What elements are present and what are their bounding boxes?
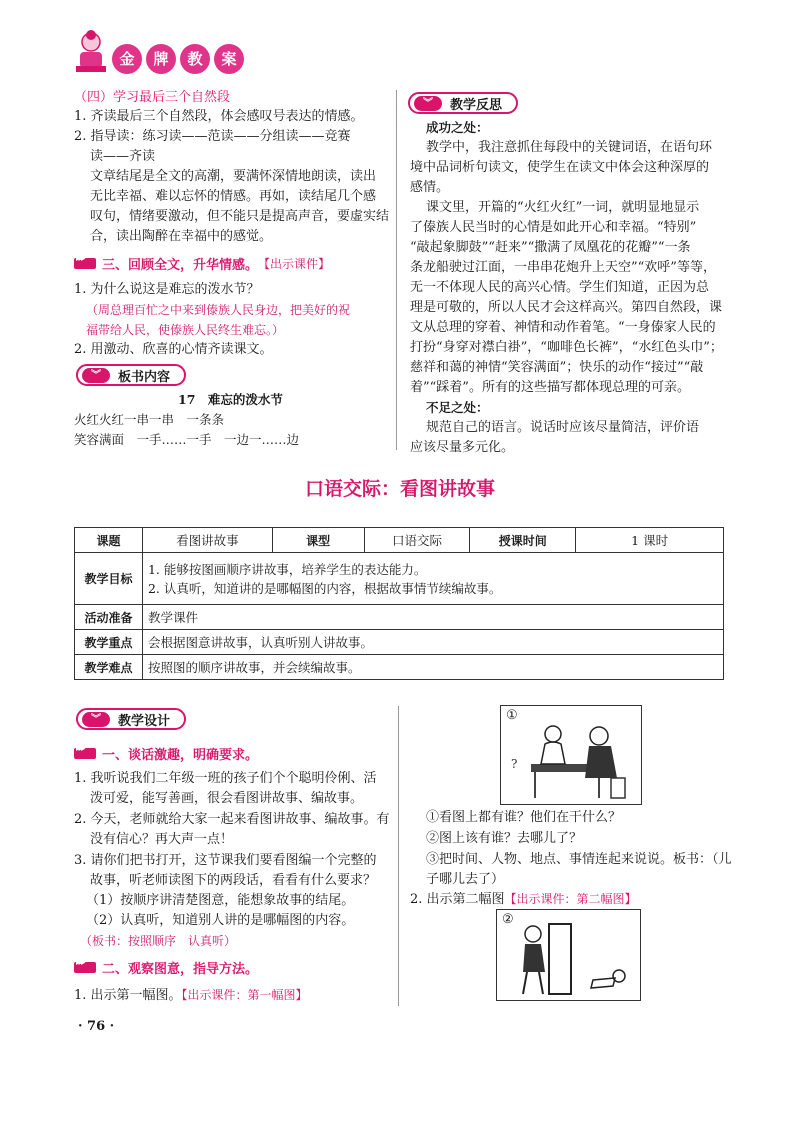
board-row: 火红火红一串一串 一条条 <box>74 412 225 427</box>
picture-question: ③把时间、人物、地点、事情连起来说说。板书：（儿 <box>426 852 732 867</box>
text-line: 故事，听老师读图下的两段话，看看有什么要求？ <box>90 873 377 888</box>
text-line: 没有信心？再大声一点！ <box>90 832 234 847</box>
brand-logo <box>112 44 244 74</box>
step-1-title: 一、谈话激趣，明确要求。 <box>102 748 259 763</box>
chevron-icon: ︾ <box>82 368 110 383</box>
text-line: 慈祥和蔼的神情“笑容满面”；快乐的动作“接过”“敲 <box>410 360 704 375</box>
mascot-icon <box>74 30 108 74</box>
success-label: 成功之处： <box>426 120 489 135</box>
section-4-title: （四）学习最后三个自然段 <box>74 90 231 105</box>
step-2-title: 二、观察图意，指导方法。 <box>102 962 259 977</box>
show-picture-2-text: 2. 出示第二幅图 <box>410 892 505 907</box>
board-banner <box>76 364 186 386</box>
reflection-banner-label: 教学反思 <box>450 97 503 113</box>
story-picture-1 <box>500 705 642 805</box>
column-divider <box>396 90 397 450</box>
text-line: 3. 请你们把书打开，这节课我们要看图编一个完整的 <box>74 853 377 868</box>
column-divider <box>398 706 399 1006</box>
text-line: 无比幸福、难以忘怀的情感。再如，读结尾几个感 <box>90 189 377 204</box>
reflection-banner <box>408 92 518 114</box>
board-banner-label: 板书内容 <box>118 369 171 385</box>
text-line: 课文里，开篇的“火红火红”一词，就明显地显示 <box>426 200 700 215</box>
text-line: 1. 齐读最后三个自然段，体会感叹号表达的情感。 <box>74 109 364 124</box>
table-cell: 会根据图意讲故事，认真听别人讲故事。 <box>142 630 723 655</box>
table-cell: 授课时间 <box>470 528 576 553</box>
table-cell: 看图讲故事 <box>142 528 272 553</box>
goal-line: 1. 能够按图画顺序讲故事，培养学生的表达能力。 <box>147 561 427 577</box>
arrow-icon <box>74 748 96 759</box>
step-1-heading <box>74 744 258 763</box>
text-line: （2）认真听，知道别人讲的是哪幅图的内容。 <box>86 913 355 928</box>
courseware-tag: 【出示课件：第一幅图】 <box>181 988 308 1002</box>
text-line: 文章结尾是全文的高潮，要满怀深情地朗读，读出 <box>90 169 377 184</box>
table-cell: 教学重点 <box>75 630 143 655</box>
text-line: 教学中，我注意抓住每段中的关键词语，在语句环 <box>426 140 713 155</box>
picture-number: ① <box>506 708 518 723</box>
show-picture-1 <box>74 985 308 1006</box>
illustration-icon <box>501 706 641 804</box>
arrow-icon <box>74 258 96 269</box>
text-line: 应该尽量多元化。 <box>410 440 515 455</box>
story-picture-2 <box>496 909 641 1001</box>
text-line: 合，读出陶醉在幸福中的感觉。 <box>90 229 273 244</box>
board-row: 笑容满面 一手……一手 一边一……边 <box>74 432 300 447</box>
text-line: 感情。 <box>410 180 450 195</box>
illustration-icon <box>497 910 640 1000</box>
arrow-icon <box>74 962 96 973</box>
picture-question: 子哪儿去了） <box>426 872 505 887</box>
answer-line: （周总理百忙之中来到傣族人民身边，把美好的祝 <box>86 303 351 317</box>
table-cell: 教学难点 <box>75 655 143 680</box>
design-banner <box>76 708 186 730</box>
lesson-title: 口语交际：看图讲故事 <box>304 478 495 500</box>
text-line: 规范自己的语言。说话时应该尽量简洁，评价语 <box>426 420 700 435</box>
text-line: 文从总理的穿着、神情和动作着笔。“一身傣家人民的 <box>410 320 716 335</box>
courseware-tag: 【出示课件】 <box>258 257 331 271</box>
text-line: 了傣族人民当时的心情是如此开心和幸福。“特别” <box>410 220 697 235</box>
logo-char: 金 <box>112 44 142 74</box>
logo-char: 牌 <box>146 44 176 74</box>
table-row <box>75 553 724 605</box>
table-cell: 教学目标 <box>75 553 143 605</box>
chevron-icon: ︾ <box>82 712 110 727</box>
text-line: 2. 指导读：练习读——范读——分组读——竞赛 <box>74 129 351 144</box>
logo-char: 案 <box>214 44 244 74</box>
table-cell: 活动准备 <box>75 605 143 630</box>
text-line: 打扮“身穿对襟白褂”，“咖啡色长裤”，“水红色头巾”； <box>410 340 723 355</box>
lesson-info-table <box>74 527 724 680</box>
question-line: 1. 为什么说这是难忘的泼水节？ <box>74 282 260 297</box>
show-picture-1-text: 1. 出示第一幅图。 <box>74 988 182 1003</box>
logo-char: 教 <box>180 44 210 74</box>
text-line: 泼可爱，能写善画，很会看图讲故事、编故事。 <box>90 791 364 806</box>
board-title: 17 难忘的泼水节 <box>178 392 283 407</box>
page-number: · 76 · <box>78 1019 115 1034</box>
text-line: 叹句，情绪要激动，但不能只是提高声音，要虚实结 <box>90 209 390 224</box>
chevron-icon: ︾ <box>414 96 442 111</box>
table-cell: 课型 <box>272 528 364 553</box>
text-line: 条龙船驶过江面，一串串花炮升上天空”“欢呼”等等， <box>410 260 716 275</box>
table-row <box>75 528 724 553</box>
step-3-heading <box>74 254 330 273</box>
text-line: 读——齐读 <box>90 149 156 164</box>
deficit-label: 不足之处： <box>426 400 489 415</box>
goal-line: 2. 认真听，知道讲的是哪幅图的内容，根据故事情节续编故事。 <box>147 580 502 596</box>
picture-question: ②图上该有谁？去哪儿了？ <box>426 831 583 846</box>
text-line: 境中品词析句读文，使学生在读文中体会这种深厚的 <box>410 160 710 175</box>
text-line: 无一不体现人民的高兴心情。学生们知道，正因为总 <box>410 280 710 295</box>
text-line: （1）按顺序讲清楚图意，能想象故事的结尾。 <box>86 893 355 908</box>
svg-text:?: ? <box>511 757 518 771</box>
table-cell: 按照图的顺序讲故事，并会续编故事。 <box>142 655 723 680</box>
table-cell: 口语交际 <box>364 528 470 553</box>
answer-line: 福带给人民，使傣族人民终生难忘。） <box>86 323 285 337</box>
picture-number: ② <box>502 912 514 927</box>
design-banner-label: 教学设计 <box>118 713 171 729</box>
table-row <box>75 630 724 655</box>
text-line: 2. 今天，老师就给大家一起来看图讲故事、编故事。有 <box>74 812 390 827</box>
table-cell: 1 课时 <box>576 528 724 553</box>
show-picture-2 <box>410 889 637 910</box>
courseware-tag: 【出示课件：第二幅图】 <box>504 892 637 906</box>
text-line: “敲起象脚鼓”“赶来”“撒满了凤凰花的花瓣”“一条 <box>410 240 691 255</box>
table-row <box>75 605 724 630</box>
goals-cell <box>142 553 723 605</box>
text-line: 理是可敬的，所以人民才会这样高兴。第四自然段，课 <box>410 300 723 315</box>
picture-question: ①看图上都有谁？他们在干什么？ <box>426 810 622 825</box>
board-note: （板书：按照顺序 认真听） <box>80 934 237 948</box>
step-2-heading <box>74 958 258 977</box>
table-row <box>75 655 724 680</box>
question-line: 2. 用激动、欣喜的心情齐读课文。 <box>74 342 273 357</box>
table-cell: 教学课件 <box>142 605 723 630</box>
table-cell: 课题 <box>75 528 143 553</box>
text-line: 1. 我听说我们二年级一班的孩子们个个聪明伶俐、活 <box>74 771 377 786</box>
step-3-title: 三、回顾全文，升华情感。 <box>102 258 259 273</box>
text-line: 着”“踩着”。所有的这些描写都体现总理的可亲。 <box>410 380 690 395</box>
